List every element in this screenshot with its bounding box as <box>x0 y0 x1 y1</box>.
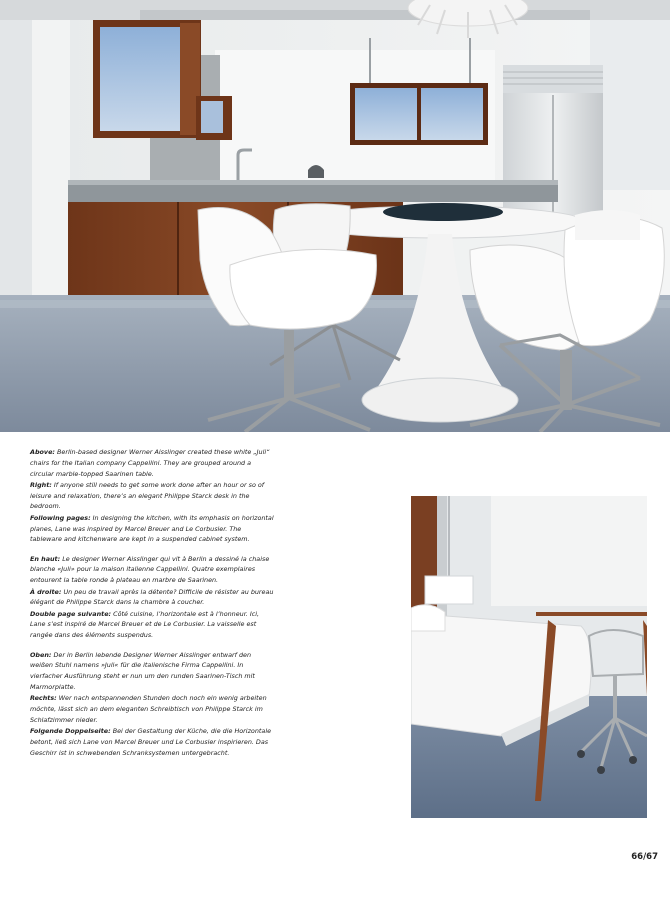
caption-english <box>30 447 275 545</box>
caption-text: Wer nach entspannenden Stunden doch noch ein wenig arbeiten möchte, lässt sich an dem eleganten Schreibtisch von Philippe Starck im Schlafzimmer nieder. <box>30 694 267 724</box>
caption-label: Above: <box>30 448 55 456</box>
bedroom-desk-photo <box>411 496 647 818</box>
kitchen-dining-illustration <box>0 0 670 432</box>
caption-paragraph <box>30 587 275 609</box>
caption-label: Oben: <box>30 650 52 659</box>
caption-label: Double page suivante: <box>30 609 112 618</box>
caption-text: Un peu de travail après la détente? Difficile de résister au bureau élégant de Philippe Starck dans la chambre à coucher. <box>30 587 274 607</box>
caption-paragraph <box>30 447 275 479</box>
caption-paragraph <box>30 693 275 725</box>
caption-text: In designing the kitchen, with its emphasis on horizontal planes, Lane was inspired by Marcel Breuer and Le Corbusier. The tableware and kitchenware are kept in a suspended cabinet system. <box>30 513 274 544</box>
photo-captions <box>30 447 275 767</box>
caption-text: If anyone still needs to get some work done after an hour or so of leisure and relaxation, there’s an elegant Philippe Starck desk in the bedroom. <box>30 480 265 511</box>
caption-label: Folgende Doppelseite: <box>30 727 111 736</box>
caption-paragraph <box>30 513 275 545</box>
bedroom-desk-illustration <box>411 496 647 818</box>
caption-text: Le designer Werner Aisslinger qui vit à Berlin a dessiné la chaise blanche «Juli» pour la maison italienne Cappellini. Quatre exemplaires entourent la table ronde à plateau en marbre de Saarinen. <box>30 554 270 585</box>
caption-paragraph <box>30 726 275 758</box>
caption-paragraph <box>30 650 275 693</box>
caption-text: Berlin-based designer Werner Aisslinger created these white „Juli“ chairs for the Italian company Cappellini. They are grouped around a circular marble-topped Saarinen table. <box>30 448 270 478</box>
caption-paragraph <box>30 480 275 512</box>
caption-text: Côté cuisine, l’horizontale est à l’honneur. Ici, Lane s’est inspiré de Marcel Breuer et de Le Corbusier. La vaisselle est rangée dans des éléments suspendus. <box>30 609 260 640</box>
caption-paragraph <box>30 609 275 641</box>
caption-label: Rechts: <box>30 694 57 703</box>
caption-label: Right: <box>30 480 52 489</box>
caption-paragraph <box>30 554 275 586</box>
caption-text: Bei der Gestaltung der Küche, die die Horizontale betont, ließ sich Lane von Marcel Breuer und Le Corbusier inspirieren. Das Geschirr ist in schwebenden Schranksystemen untergebracht. <box>30 727 272 757</box>
caption-text: Der in Berlin lebende Designer Werner Aisslinger entwarf den weißen Stuhl namens »Juli« für die italienische Firma Cappellini. In vierfacher Ausführung steht er nun um den runden Saarinen-Tisch mit Marmorplatte. <box>30 650 255 691</box>
caption-french <box>30 554 275 641</box>
caption-label: En haut: <box>30 554 61 563</box>
caption-german <box>30 650 275 759</box>
caption-label: À droite: <box>30 587 62 596</box>
page-number: 66/67 <box>631 852 658 862</box>
caption-label: Following pages: <box>30 513 91 522</box>
kitchen-dining-photo <box>0 0 670 432</box>
